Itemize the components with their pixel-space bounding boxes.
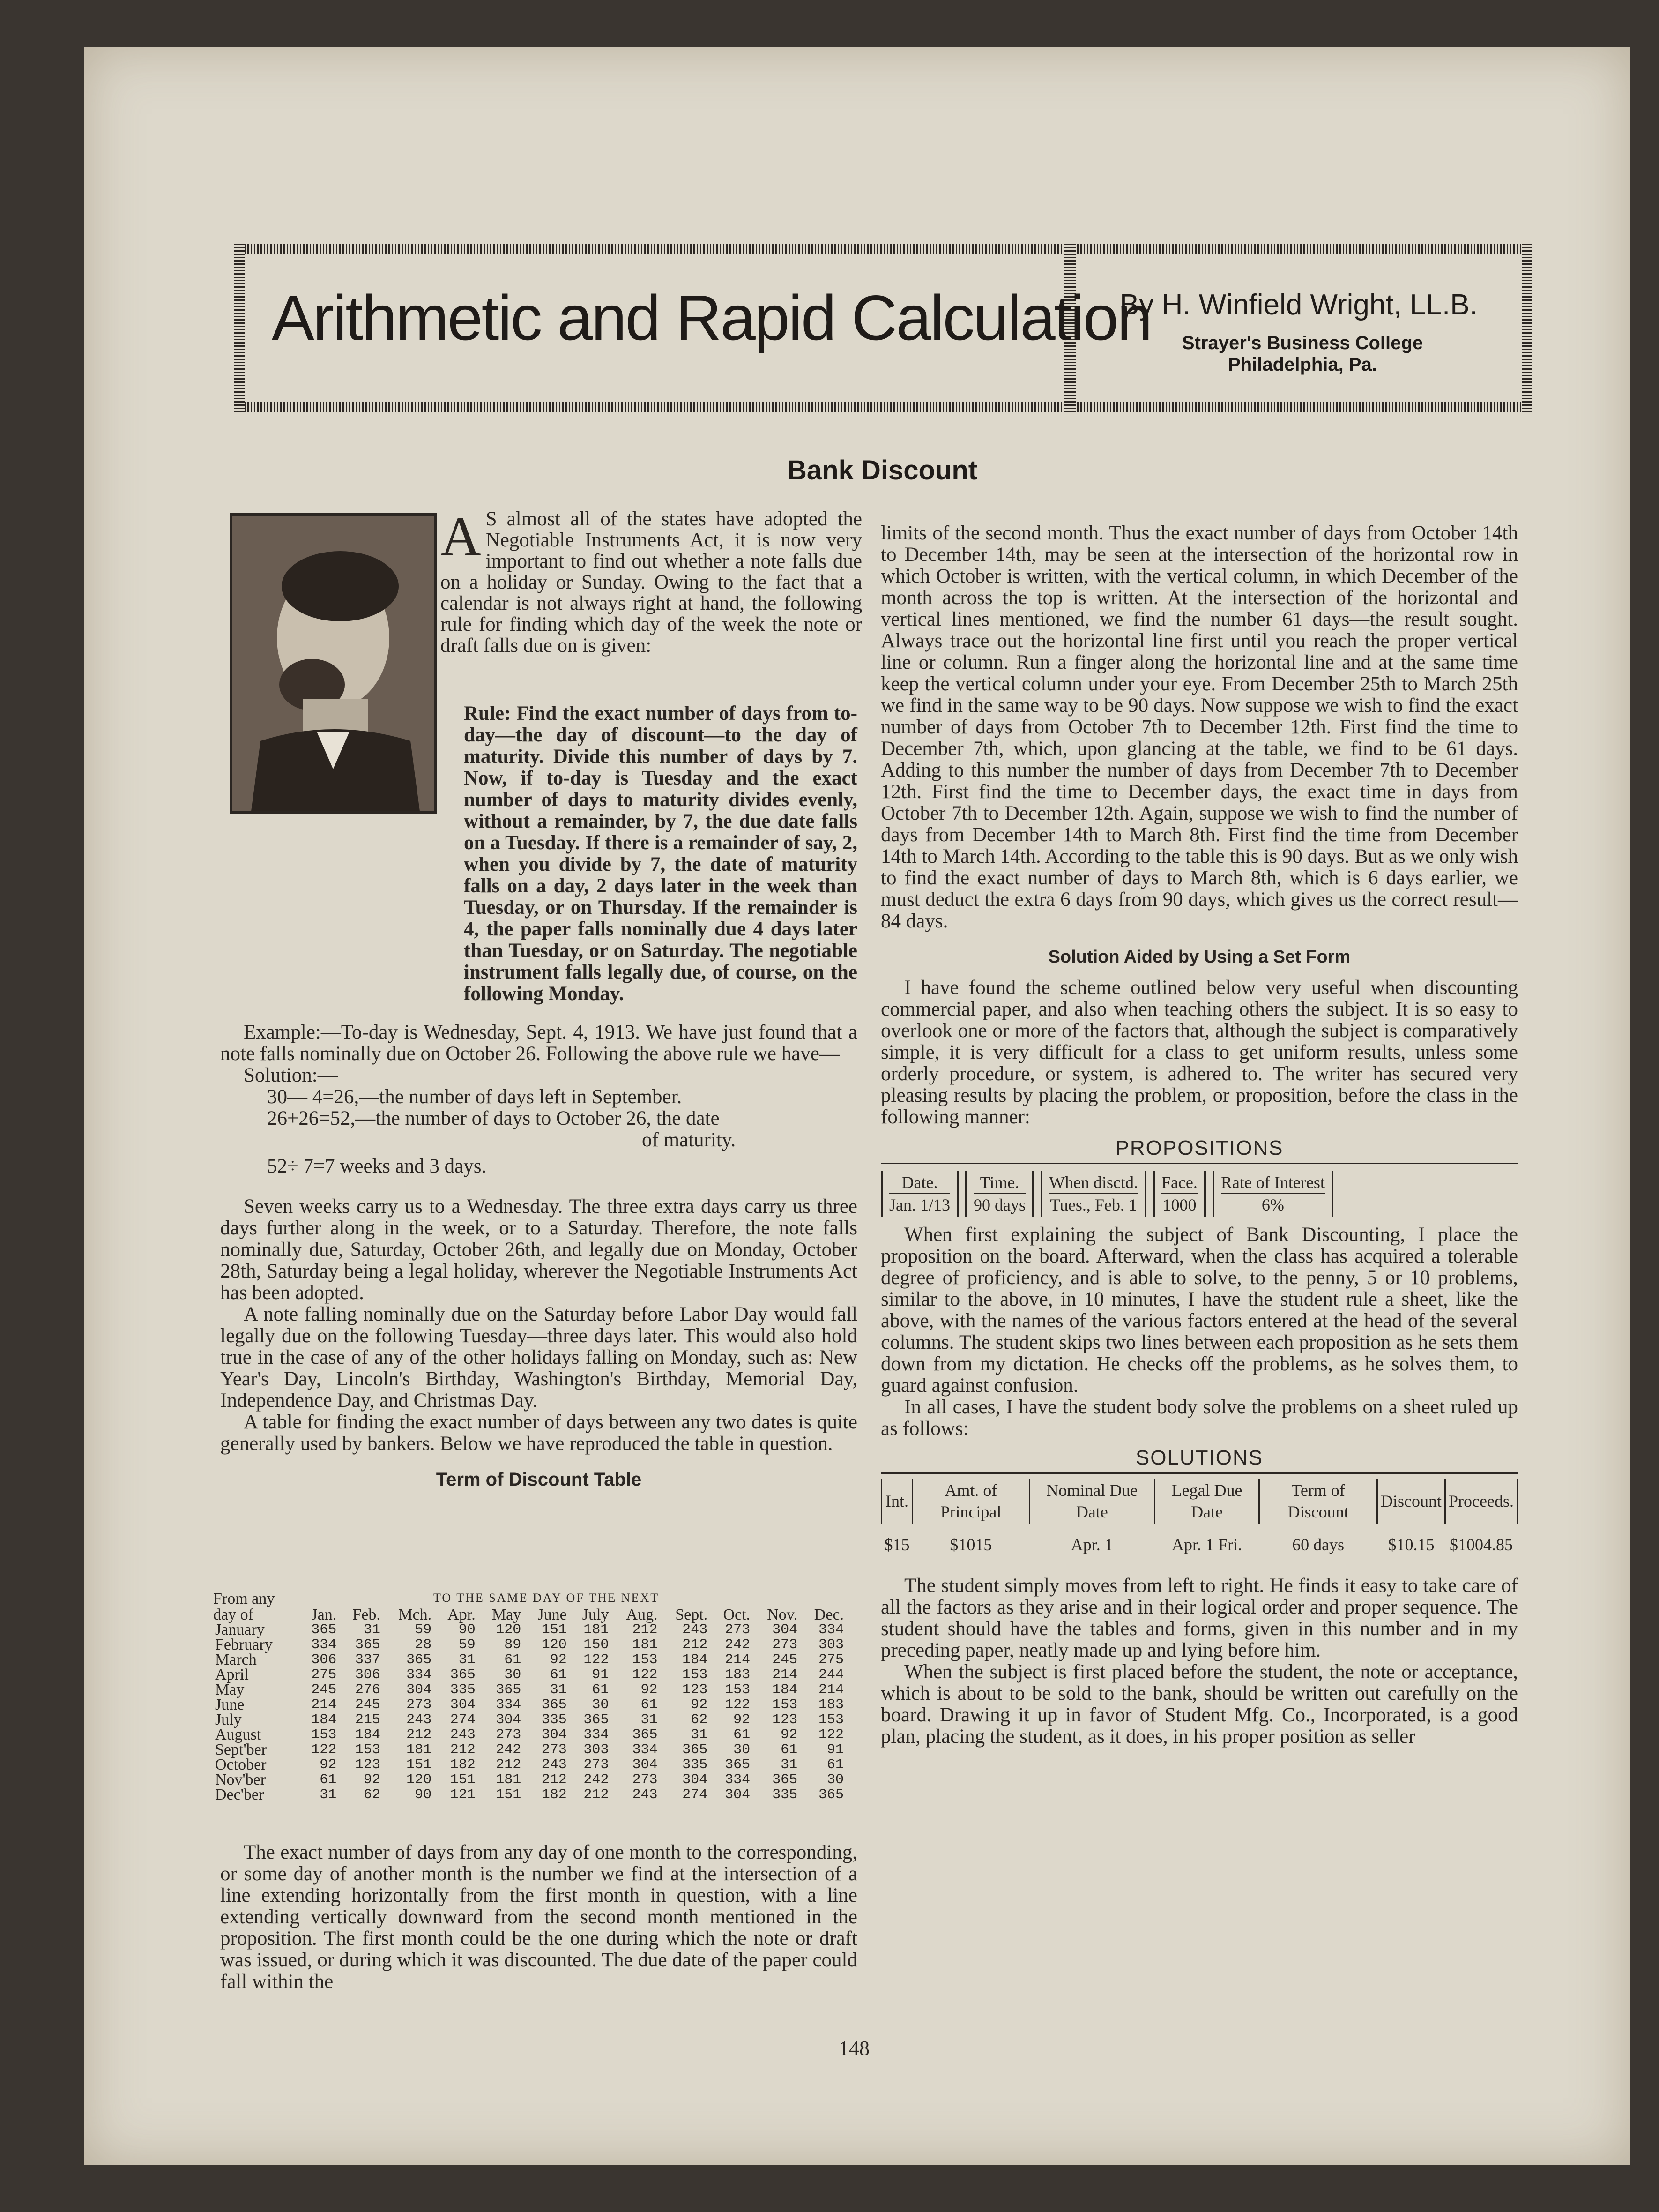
table-cell: 304 bbox=[406, 1682, 432, 1698]
table-row bbox=[213, 1712, 846, 1727]
example-paragraph: Example:—To-day is Wednesday, Sept. 4, 1913. We have just found that a note falls nominally due on October 26. Following the above rule we have— bbox=[220, 1021, 857, 1065]
table-cell: 61 bbox=[592, 1682, 609, 1698]
table-cell: 304 bbox=[725, 1787, 751, 1803]
table-cell: 365 bbox=[541, 1697, 567, 1713]
article-header bbox=[234, 244, 1532, 412]
calc-line-2: 26+26=52,—the number of days to October 26, the date bbox=[267, 1107, 720, 1129]
table-cell: 212 bbox=[450, 1742, 476, 1758]
table-cell: 30 bbox=[592, 1697, 609, 1713]
table-header-row bbox=[213, 1607, 846, 1622]
table-cell: 62 bbox=[691, 1712, 708, 1728]
solutions-col-header: Proceeds. bbox=[1445, 1479, 1517, 1524]
table-cell: 243 bbox=[450, 1727, 476, 1743]
proposition-label: Face. bbox=[1161, 1172, 1198, 1194]
header-border-right bbox=[1522, 244, 1532, 412]
row-month-label: August bbox=[215, 1726, 261, 1743]
table-cell: 365 bbox=[311, 1622, 337, 1638]
proposition-cell bbox=[881, 1171, 959, 1217]
labor-day-paragraph: A note falling nominally due on the Saturday before Labor Day would fall legally due on the following Tuesday—three days later. This would also hold true in the case of any of the other holidays falling on Monday, such as: New Year's Day, Lincoln's Birthday, Washington's Birthday, Memorial Day, Independence Day, and Christmas Day. bbox=[220, 1303, 857, 1412]
solution-label: Solution:— bbox=[244, 1064, 338, 1086]
proposition-value: 1000 bbox=[1162, 1196, 1197, 1214]
table-cell: 273 bbox=[406, 1697, 432, 1713]
table-cell: 30 bbox=[504, 1667, 521, 1683]
table-cell: 153 bbox=[632, 1652, 658, 1668]
table-row bbox=[213, 1667, 846, 1682]
table-cell: 365 bbox=[725, 1757, 751, 1773]
table-cell: 92 bbox=[363, 1772, 380, 1788]
table-cell: 214 bbox=[818, 1682, 844, 1698]
proposition-label: Rate of Interest bbox=[1221, 1172, 1325, 1194]
table-cell: 306 bbox=[355, 1667, 380, 1683]
proposition-label: Time. bbox=[974, 1172, 1026, 1194]
table-cell: 365 bbox=[583, 1712, 609, 1728]
table-cell: 61 bbox=[781, 1742, 798, 1758]
seven-weeks-paragraph: Seven weeks carry us to a Wednesday. The three extra days carry us three days further along in the week, or to a Saturday. Therefore, the note falls nominally due, Saturday, October 26th, and legally due on Monday, October 28th, Saturday being a legal holiday, wherever the Negotiable Instruments Act has been adopted. bbox=[220, 1196, 857, 1304]
table-cell: 92 bbox=[550, 1652, 567, 1668]
table-cell: 151 bbox=[406, 1757, 432, 1773]
table-cell: 31 bbox=[320, 1787, 337, 1803]
solutions-cell: 60 days bbox=[1292, 1535, 1345, 1554]
table-cell: 31 bbox=[550, 1682, 567, 1698]
term-of-discount-table bbox=[213, 1607, 846, 1802]
calc-line-2b: of maturity. bbox=[642, 1129, 736, 1151]
table-cell: 335 bbox=[450, 1682, 476, 1698]
table-cell: 304 bbox=[496, 1712, 521, 1728]
table-row bbox=[213, 1622, 846, 1637]
solutions-rule bbox=[881, 1472, 1518, 1474]
table-col-header: Mch. bbox=[398, 1606, 432, 1623]
solutions-col-header: Amt. of Principal bbox=[913, 1479, 1030, 1524]
table-cell: 274 bbox=[682, 1787, 708, 1803]
table-cell: 365 bbox=[818, 1787, 844, 1803]
table-cell: 337 bbox=[355, 1652, 380, 1668]
table-explanation-paragraph: The exact number of days from any day of one month to the corresponding, or some day of another month is the number we find at the intersection of a line extending horizontally from the first month in question, with a line extending vertically downward from the second month mentioned in the proposition. The first month could be the one during which the note or draft was issued, or during which it was discounted. The due date of the paper could fall within the bbox=[220, 1841, 857, 1993]
solutions-cell: Apr. 1 Fri. bbox=[1172, 1535, 1242, 1554]
table-cell: 335 bbox=[541, 1712, 567, 1728]
table-cell: 334 bbox=[311, 1637, 337, 1653]
table-cell: 365 bbox=[772, 1772, 798, 1788]
page-number: 148 bbox=[839, 2037, 870, 2060]
author-name: By H. Winfield Wright, LL.B. bbox=[1120, 289, 1478, 321]
table-cell: 365 bbox=[496, 1682, 521, 1698]
solutions-col-header: Discount bbox=[1377, 1479, 1445, 1524]
right-paragraph-1: limits of the second month. Thus the exact number of days from October 14th to December 14th, may be seen at the intersection of the horizontal row in which October is written, with the vertical column, in which December of the month across the top is written. At the intersection of the horizontal and vertical lines mentioned, we find the number 61 days—the result sought. Always trace out the horizontal line first until you reach the proper vertical line or column. Run a finger along the horizontal line and at the same time keep the vertical column under your eye. From December 25th to March 25th we find in the same way to be 90 days. Now suppose we wish to find the exact number of days from October 7th to December 12th. First find the time to December 7th, which, upon glancing at the table, we find to be 61 days. Adding to this number the number of days from December 7th to December 12th. First find the time to December days, the exact time in days from October 7th to December 12th. Again, suppose we wish to find the number of days from December 14th to March 8th. First find the time from December 14th to March 14th. According to the table this is 90 days. But as we only wish to find the exact number of days to March 8th, which is 6 days earlier, we must deduct the extra 6 days from 90 days, which gives us the correct result—84 days. bbox=[881, 522, 1518, 932]
table-cell: 123 bbox=[355, 1757, 380, 1773]
solutions-cell: $15 bbox=[884, 1535, 910, 1554]
table-cell: 90 bbox=[458, 1622, 476, 1638]
table-row bbox=[213, 1727, 846, 1742]
solutions-col-header: Legal Due Date bbox=[1154, 1479, 1259, 1524]
table-col-header: July bbox=[582, 1606, 609, 1623]
table-col-header: Nov. bbox=[767, 1606, 798, 1623]
table-cell: 365 bbox=[355, 1637, 380, 1653]
table-cell: 304 bbox=[772, 1622, 798, 1638]
table-cell: 181 bbox=[496, 1772, 521, 1788]
article-title: Arithmetic and Rapid Calculation bbox=[272, 282, 1151, 353]
table-cell: 183 bbox=[725, 1667, 751, 1683]
calc-line-1: 30— 4=26,—the number of days left in September. bbox=[267, 1086, 682, 1108]
author-affiliation-1: Strayer's Business College bbox=[1182, 333, 1423, 353]
table-cell: 275 bbox=[818, 1652, 844, 1668]
table-cell: 151 bbox=[541, 1622, 567, 1638]
table-header-blank bbox=[213, 1607, 298, 1622]
table-col-header: Sept. bbox=[675, 1606, 708, 1623]
table-col-header: Dec. bbox=[814, 1606, 844, 1623]
table-col-header: Oct. bbox=[723, 1606, 751, 1623]
table-cell: 181 bbox=[583, 1622, 609, 1638]
table-cell: 153 bbox=[725, 1682, 751, 1698]
table-col-header: June bbox=[537, 1606, 567, 1623]
table-cell: 62 bbox=[363, 1787, 380, 1803]
header-border-left bbox=[234, 244, 245, 412]
header-border-top bbox=[234, 244, 1532, 254]
table-cell: 243 bbox=[406, 1712, 432, 1728]
table-cell: 184 bbox=[772, 1682, 798, 1698]
table-cell: 212 bbox=[583, 1787, 609, 1803]
table-cell: 274 bbox=[450, 1712, 476, 1728]
table-cell: 151 bbox=[496, 1787, 521, 1803]
table-cell: 214 bbox=[311, 1697, 337, 1713]
table-cell: 212 bbox=[496, 1757, 521, 1773]
table-cell: 153 bbox=[355, 1742, 380, 1758]
table-row bbox=[213, 1757, 846, 1772]
proposition-cell bbox=[1213, 1171, 1333, 1217]
solutions-cell: Apr. 1 bbox=[1071, 1535, 1113, 1554]
table-cell: 182 bbox=[450, 1757, 476, 1773]
table-cell: 335 bbox=[682, 1757, 708, 1773]
table-row bbox=[213, 1742, 846, 1757]
table-cell: 184 bbox=[355, 1727, 380, 1743]
table-col-header: Feb. bbox=[352, 1606, 380, 1623]
table-cell: 303 bbox=[583, 1742, 609, 1758]
table-cell: 30 bbox=[733, 1742, 751, 1758]
table-cell: 242 bbox=[496, 1742, 521, 1758]
table-cell: 243 bbox=[682, 1622, 708, 1638]
proposition-cell bbox=[1153, 1171, 1206, 1217]
drop-cap: A bbox=[440, 505, 481, 568]
table-cell: 61 bbox=[320, 1772, 337, 1788]
table-cell: 212 bbox=[541, 1772, 567, 1788]
table-cell: 244 bbox=[818, 1667, 844, 1683]
proposition-value: Tues., Feb. 1 bbox=[1050, 1196, 1137, 1214]
table-row bbox=[213, 1637, 846, 1652]
proposition-value: 6% bbox=[1261, 1196, 1284, 1214]
propositions-row bbox=[881, 1171, 1518, 1217]
row-month-label: July bbox=[215, 1711, 242, 1728]
proposition-cell bbox=[1041, 1171, 1146, 1217]
table-cell: 212 bbox=[682, 1637, 708, 1653]
table-cell: 304 bbox=[450, 1697, 476, 1713]
table-cell: 306 bbox=[311, 1652, 337, 1668]
table-cell: 273 bbox=[541, 1742, 567, 1758]
solutions-title: SOLUTIONS bbox=[1135, 1446, 1264, 1469]
table-cell: 120 bbox=[496, 1622, 521, 1638]
calculation-lines bbox=[267, 1086, 857, 1177]
table-cell: 91 bbox=[826, 1742, 844, 1758]
table-cell: 335 bbox=[772, 1787, 798, 1803]
table-row bbox=[213, 1652, 846, 1667]
table-cell: 31 bbox=[691, 1727, 708, 1743]
table-col-header: May bbox=[491, 1606, 521, 1623]
solutions-col-header: Term of Discount bbox=[1259, 1479, 1377, 1524]
table-cell: 304 bbox=[541, 1727, 567, 1743]
proposition-value: Jan. 1/13 bbox=[889, 1196, 950, 1214]
row-month-label: June bbox=[215, 1696, 245, 1713]
table-cell: 212 bbox=[632, 1622, 658, 1638]
table-cell: 31 bbox=[458, 1652, 476, 1668]
row-month-label: Nov'ber bbox=[215, 1771, 266, 1788]
table-cell: 92 bbox=[320, 1757, 337, 1773]
table-cell: 31 bbox=[781, 1757, 798, 1773]
calc-line-3: 52÷ 7=7 weeks and 3 days. bbox=[267, 1155, 487, 1177]
table-body bbox=[213, 1622, 846, 1802]
table-title: Term of Discount Table bbox=[436, 1469, 642, 1490]
table-col-header: Jan. bbox=[311, 1606, 337, 1623]
right-paragraph-3: When first explaining the subject of Bank Discounting, I place the proposition on the board. Afterward, when the class has acquired a tolerable degree of proficiency, and is able to solve, to the penny, 5 or 10 problems, similar to the above, in 10 minutes, I have the student rule a sheet, like the above, with the names of the various factors entered at the head of the several columns. The student skips two lines between each proposition as he sets them down from my dictation. He checks off the problems, as he solves them, to guard against confusion. bbox=[881, 1224, 1518, 1397]
proposition-value: 90 days bbox=[974, 1196, 1026, 1214]
table-cell: 304 bbox=[632, 1757, 658, 1773]
table-cell: 273 bbox=[632, 1772, 658, 1788]
solutions-cell: $1015 bbox=[950, 1535, 992, 1554]
table-cell: 334 bbox=[406, 1667, 432, 1683]
table-cell: 122 bbox=[311, 1742, 337, 1758]
table-cell: 92 bbox=[781, 1727, 798, 1743]
row-month-label: January bbox=[215, 1621, 265, 1638]
table-cell: 303 bbox=[818, 1637, 844, 1653]
intro-text: S almost all of the states have adopted the Negotiable Instruments Act, it is now very important to find out whether a note falls due on a holiday or Sunday. Owing to the fact that a calendar is not always right at hand, the following rule for finding which day of the week the note or draft falls due on is given: bbox=[440, 508, 862, 657]
table-cell: 273 bbox=[725, 1622, 751, 1638]
table-cell: 334 bbox=[725, 1772, 751, 1788]
row-month-label: October bbox=[215, 1756, 267, 1773]
table-row bbox=[213, 1682, 846, 1697]
table-cell: 89 bbox=[504, 1637, 521, 1653]
author-affiliation-2: Philadelphia, Pa. bbox=[1228, 354, 1377, 375]
table-corner-label: From any day of bbox=[213, 1590, 275, 1623]
row-month-label: February bbox=[215, 1636, 273, 1653]
right-paragraph-2: I have found the scheme outlined below very useful when discounting commercial paper, and also when teaching others the subject. It is so easy to overlook one or more of the factors that, although the subject is comparatively simple, it is very difficult for a class to get uniform results, unless some orderly procedure, or system, is adhered to. The writer has secured very pleasing results by placing the problem, or proposition, before the class in the following manner: bbox=[881, 977, 1518, 1128]
table-intro-paragraph: A table for finding the exact number of days between any two dates is quite generally used by bankers. Below we have reproduced the table in question. bbox=[220, 1411, 857, 1455]
table-cell: 59 bbox=[458, 1637, 476, 1653]
table-cell: 120 bbox=[406, 1772, 432, 1788]
propositions-title: PROPOSITIONS bbox=[1115, 1136, 1284, 1159]
table-cell: 123 bbox=[682, 1682, 708, 1698]
table-cell: 365 bbox=[632, 1727, 658, 1743]
table-cell: 123 bbox=[772, 1712, 798, 1728]
table-cell: 334 bbox=[496, 1697, 521, 1713]
table-cell: 91 bbox=[592, 1667, 609, 1683]
solutions-cell: $1004.85 bbox=[1449, 1535, 1513, 1554]
table-row bbox=[213, 1787, 846, 1802]
table-cell: 61 bbox=[550, 1667, 567, 1683]
table-cell: 30 bbox=[826, 1772, 844, 1788]
table-cell: 153 bbox=[311, 1727, 337, 1743]
table-cell: 212 bbox=[406, 1727, 432, 1743]
table-cell: 153 bbox=[772, 1697, 798, 1713]
rule-paragraph: Rule: Find the exact number of days from to-day—the day of discount—to the day of maturity. Divide this number of days by 7. Now, if to-day is Tuesday and the exact number of days to maturity divides evenly, without a remainder, by 7, the due date falls on a Tuesday. If there is a remainder of say, 2, when you divide by 7, the date of maturity falls on a day, 2 days later in the week than Tuesday, or on Thursday. If the remainder is 4, the paper falls nominally due 4 days later than Tuesday, or on Saturday. The negotiable instrument falls legally due, of course, on the following Monday. bbox=[464, 702, 857, 1005]
table-cell: 334 bbox=[583, 1727, 609, 1743]
left-column bbox=[220, 703, 857, 1005]
table-super-header: TO THE SAME DAY OF THE NEXT bbox=[433, 1591, 660, 1605]
table-cell: 365 bbox=[450, 1667, 476, 1683]
solutions-col-header: Int. bbox=[882, 1479, 913, 1524]
solutions-col-header: Nominal Due Date bbox=[1029, 1479, 1154, 1524]
table-cell: 245 bbox=[355, 1697, 380, 1713]
propositions-rule bbox=[881, 1163, 1518, 1164]
table-cell: 245 bbox=[311, 1682, 337, 1698]
proposition-label: When disctd. bbox=[1049, 1172, 1138, 1194]
table-cell: 181 bbox=[632, 1637, 658, 1653]
table-cell: 61 bbox=[733, 1727, 751, 1743]
table-cell: 184 bbox=[682, 1652, 708, 1668]
set-form-heading: Solution Aided by Using a Set Form bbox=[1048, 947, 1351, 967]
right-paragraph-5: The student simply moves from left to right. He finds it easy to take care of all the factors as they arise and in their logical order and proper sequence. The student should have the tables and forms, given in this number and in my preceding paper, neatly made up and lying before him. bbox=[881, 1575, 1518, 1661]
table-row bbox=[213, 1697, 846, 1712]
table-cell: 276 bbox=[355, 1682, 380, 1698]
row-month-label: March bbox=[215, 1651, 257, 1668]
example-block bbox=[220, 1022, 857, 1490]
table-cell: 151 bbox=[450, 1772, 476, 1788]
table-cell: 334 bbox=[632, 1742, 658, 1758]
table-cell: 304 bbox=[682, 1772, 708, 1788]
table-cell: 184 bbox=[311, 1712, 337, 1728]
table-cell: 275 bbox=[311, 1667, 337, 1683]
solutions-header-row bbox=[882, 1479, 1518, 1524]
table-cell: 122 bbox=[725, 1697, 751, 1713]
row-month-label: Sept'ber bbox=[215, 1741, 267, 1758]
right-paragraph-4: In all cases, I have the student body solve the problems on a sheet ruled up as follows: bbox=[881, 1396, 1518, 1440]
table-cell: 365 bbox=[406, 1652, 432, 1668]
proposition-label: Date. bbox=[889, 1172, 950, 1194]
table-cell: 61 bbox=[826, 1757, 844, 1773]
solutions-cell: $10.15 bbox=[1388, 1535, 1435, 1554]
table-cell: 214 bbox=[725, 1652, 751, 1668]
table-cell: 122 bbox=[818, 1727, 844, 1743]
table-col-header: Apr. bbox=[447, 1606, 476, 1623]
table-cell: 92 bbox=[733, 1712, 751, 1728]
right-column bbox=[881, 523, 1518, 1748]
table-cell: 31 bbox=[363, 1622, 380, 1638]
table-cell: 61 bbox=[640, 1697, 658, 1713]
table-cell: 243 bbox=[632, 1787, 658, 1803]
table-cell: 242 bbox=[725, 1637, 751, 1653]
table-cell: 242 bbox=[583, 1772, 609, 1788]
proposition-cell bbox=[965, 1171, 1034, 1217]
solutions-data-row bbox=[882, 1524, 1518, 1566]
table-cell: 153 bbox=[818, 1712, 844, 1728]
table-cell: 245 bbox=[772, 1652, 798, 1668]
table-cell: 61 bbox=[504, 1652, 521, 1668]
table-cell: 243 bbox=[541, 1757, 567, 1773]
header-border-bottom bbox=[234, 402, 1532, 412]
table-cell: 153 bbox=[682, 1667, 708, 1683]
table-row bbox=[213, 1772, 846, 1787]
table-cell: 183 bbox=[818, 1697, 844, 1713]
table-cell: 214 bbox=[772, 1667, 798, 1683]
table-cell: 121 bbox=[450, 1787, 476, 1803]
table-cell: 90 bbox=[415, 1787, 432, 1803]
row-month-label: May bbox=[215, 1681, 245, 1698]
table-cell: 122 bbox=[583, 1652, 609, 1668]
table-cell: 28 bbox=[415, 1637, 432, 1653]
right-paragraph-6: When the subject is first placed before the student, the note or acceptance, which is about to be sold to the bank, should be written out carefully on the board. Drawing it up in favor of Student Mfg. Co., Incorporated, is a good plan, placing the student, as it does, in his proper position as seller bbox=[881, 1661, 1518, 1748]
table-cell: 182 bbox=[541, 1787, 567, 1803]
intro-paragraph bbox=[440, 505, 862, 657]
table-cell: 273 bbox=[772, 1637, 798, 1653]
table-cell: 150 bbox=[583, 1637, 609, 1653]
row-month-label: April bbox=[215, 1666, 249, 1683]
table-cell: 334 bbox=[818, 1622, 844, 1638]
table-cell: 181 bbox=[406, 1742, 432, 1758]
solutions-table bbox=[881, 1479, 1518, 1566]
table-cell: 92 bbox=[640, 1682, 658, 1698]
table-cell: 273 bbox=[496, 1727, 521, 1743]
table-explanation bbox=[220, 1842, 857, 1993]
table-col-header: Aug. bbox=[626, 1606, 658, 1623]
row-month-label: Dec'ber bbox=[215, 1786, 264, 1803]
table-cell: 59 bbox=[415, 1622, 432, 1638]
table-cell: 92 bbox=[691, 1697, 708, 1713]
table-cell: 31 bbox=[640, 1712, 658, 1728]
table-cell: 215 bbox=[355, 1712, 380, 1728]
table-cell: 122 bbox=[632, 1667, 658, 1683]
section-title: Bank Discount bbox=[787, 455, 978, 486]
table-cell: 120 bbox=[541, 1637, 567, 1653]
table-cell: 365 bbox=[682, 1742, 708, 1758]
table-cell: 273 bbox=[583, 1757, 609, 1773]
